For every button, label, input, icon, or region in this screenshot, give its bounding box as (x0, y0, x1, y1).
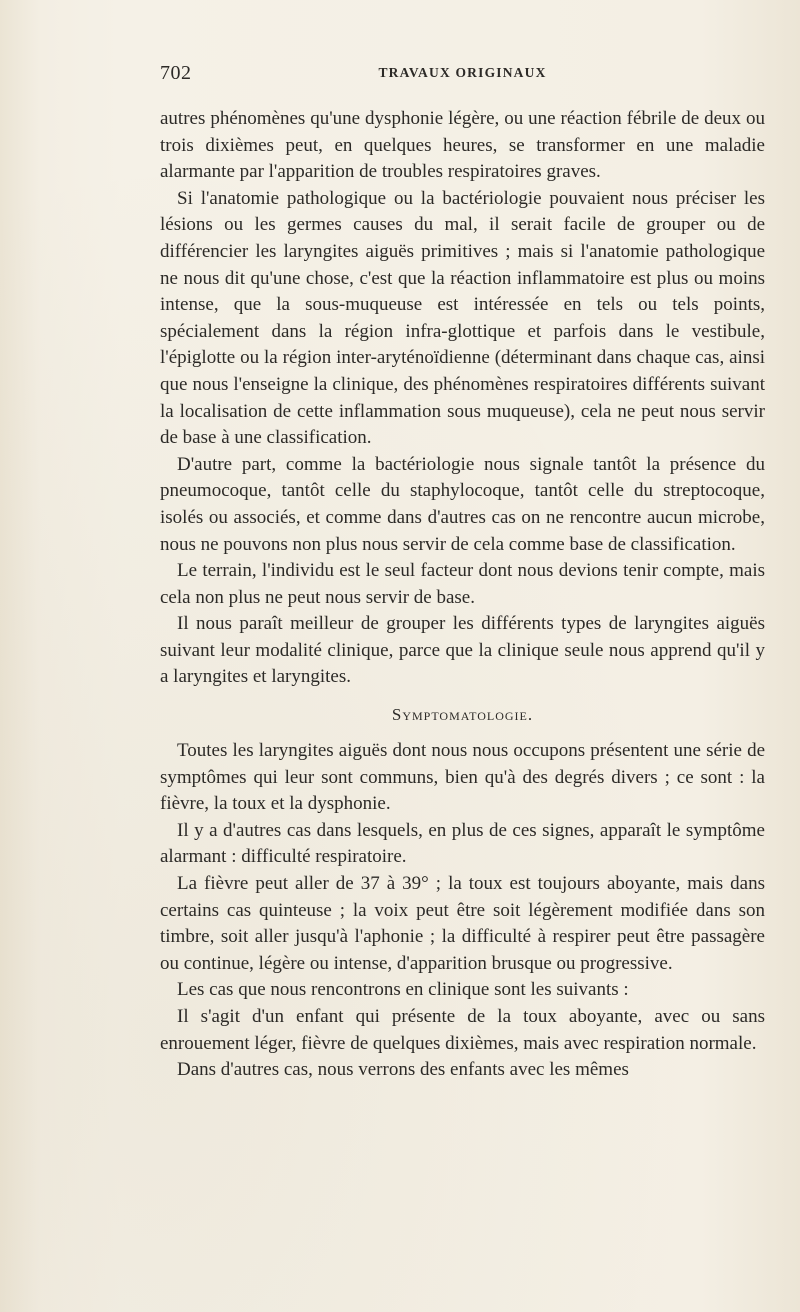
body-text (160, 106, 765, 1084)
paragraph: Il s'agit d'un enfant qui présente de la toux aboyante, avec ou sans enrouement léger, fièvre de quelques dixièmes, mais avec respiration normale. (160, 1006, 765, 1054)
paragraph: Dans d'autres cas, nous verrons des enfants avec les mêmes (177, 1059, 629, 1081)
page-header (160, 62, 765, 88)
page-number: 702 (160, 62, 192, 84)
paragraph: Il y a d'autres cas dans lesquels, en plus de ces signes, apparaît le symptôme alarmant : difficulté respiratoire. (160, 819, 765, 868)
paragraph: autres phénomènes qu'une dysphonie légère, ou une réaction fébrile de deux ou trois dixièmes peut, en quelques heures, se transformer en une maladie alarmante par l'apparition de troubles respiratoires graves. (160, 108, 765, 183)
paragraph: Le terrain, l'individu est le seul facteur dont nous devions tenir compte, mais cela non plus ne peut nous servir de base. (160, 560, 765, 608)
paragraph: Toutes les laryngites aiguës dont nous nous occupons présentent une série de symptômes qui leur sont communs, bien qu'à des degrés divers ; ce sont : la fièvre, la toux et la dysphonie. (160, 740, 765, 815)
paragraph: D'autre part, comme la bactériologie nous signale tantôt la présence du pneumocoque, tantôt celle du staphylocoque, tantôt celle du streptocoque, isolés ou associés, et comme dans d'autres cas on ne rencontre aucun microbe, nous ne pouvons non plus nous servir de cela comme base de classification. (160, 453, 765, 555)
paragraph: Les cas que nous rencontrons en clinique sont les suivants : (177, 979, 629, 1001)
paragraph: Si l'anatomie pathologique ou la bactériologie pouvaient nous préciser les lésions ou les germes causes du mal, il serait facile de grouper ou de différencier les laryngites aiguës primitives ; mais si l'anatomie pathologique ne nous dit qu'une chose, c'est que la réaction inflammatoire est plus ou moins intense, que la sous-muqueuse est intéressée en tels ou tels points, spécialement dans la région infra-glottique et parfois dans le vestibule, l'épiglotte ou la région inter-aryténoïdienne (déterminant dans chaque cas, ainsi que nous l'enseigne la clinique, des phénomènes respiratoires différents suivant la localisation de cette inflammation sous muqueuse), cela ne peut nous servir de base à une classification. (160, 187, 765, 449)
running-title: TRAVAUX ORIGINAUX (378, 65, 547, 80)
section-heading: Symptomatologie. (391, 705, 534, 725)
paragraph: La fièvre peut aller de 37 à 39° ; la toux est toujours aboyante, mais dans certains cas quinteuse ; la voix peut être soit légèrement modifiée dans son timbre, soit aller jusqu'à l'aphonie ; la difficulté à respirer peut être passagère ou continue, légère ou intense, d'apparition brusque ou progressive. (160, 873, 765, 974)
paragraph: Il nous paraît meilleur de grouper les différents types de laryngites aiguës suivant leur modalité clinique, parce que la clinique seule nous apprend qu'il y a laryngites et laryngites. (160, 613, 765, 688)
